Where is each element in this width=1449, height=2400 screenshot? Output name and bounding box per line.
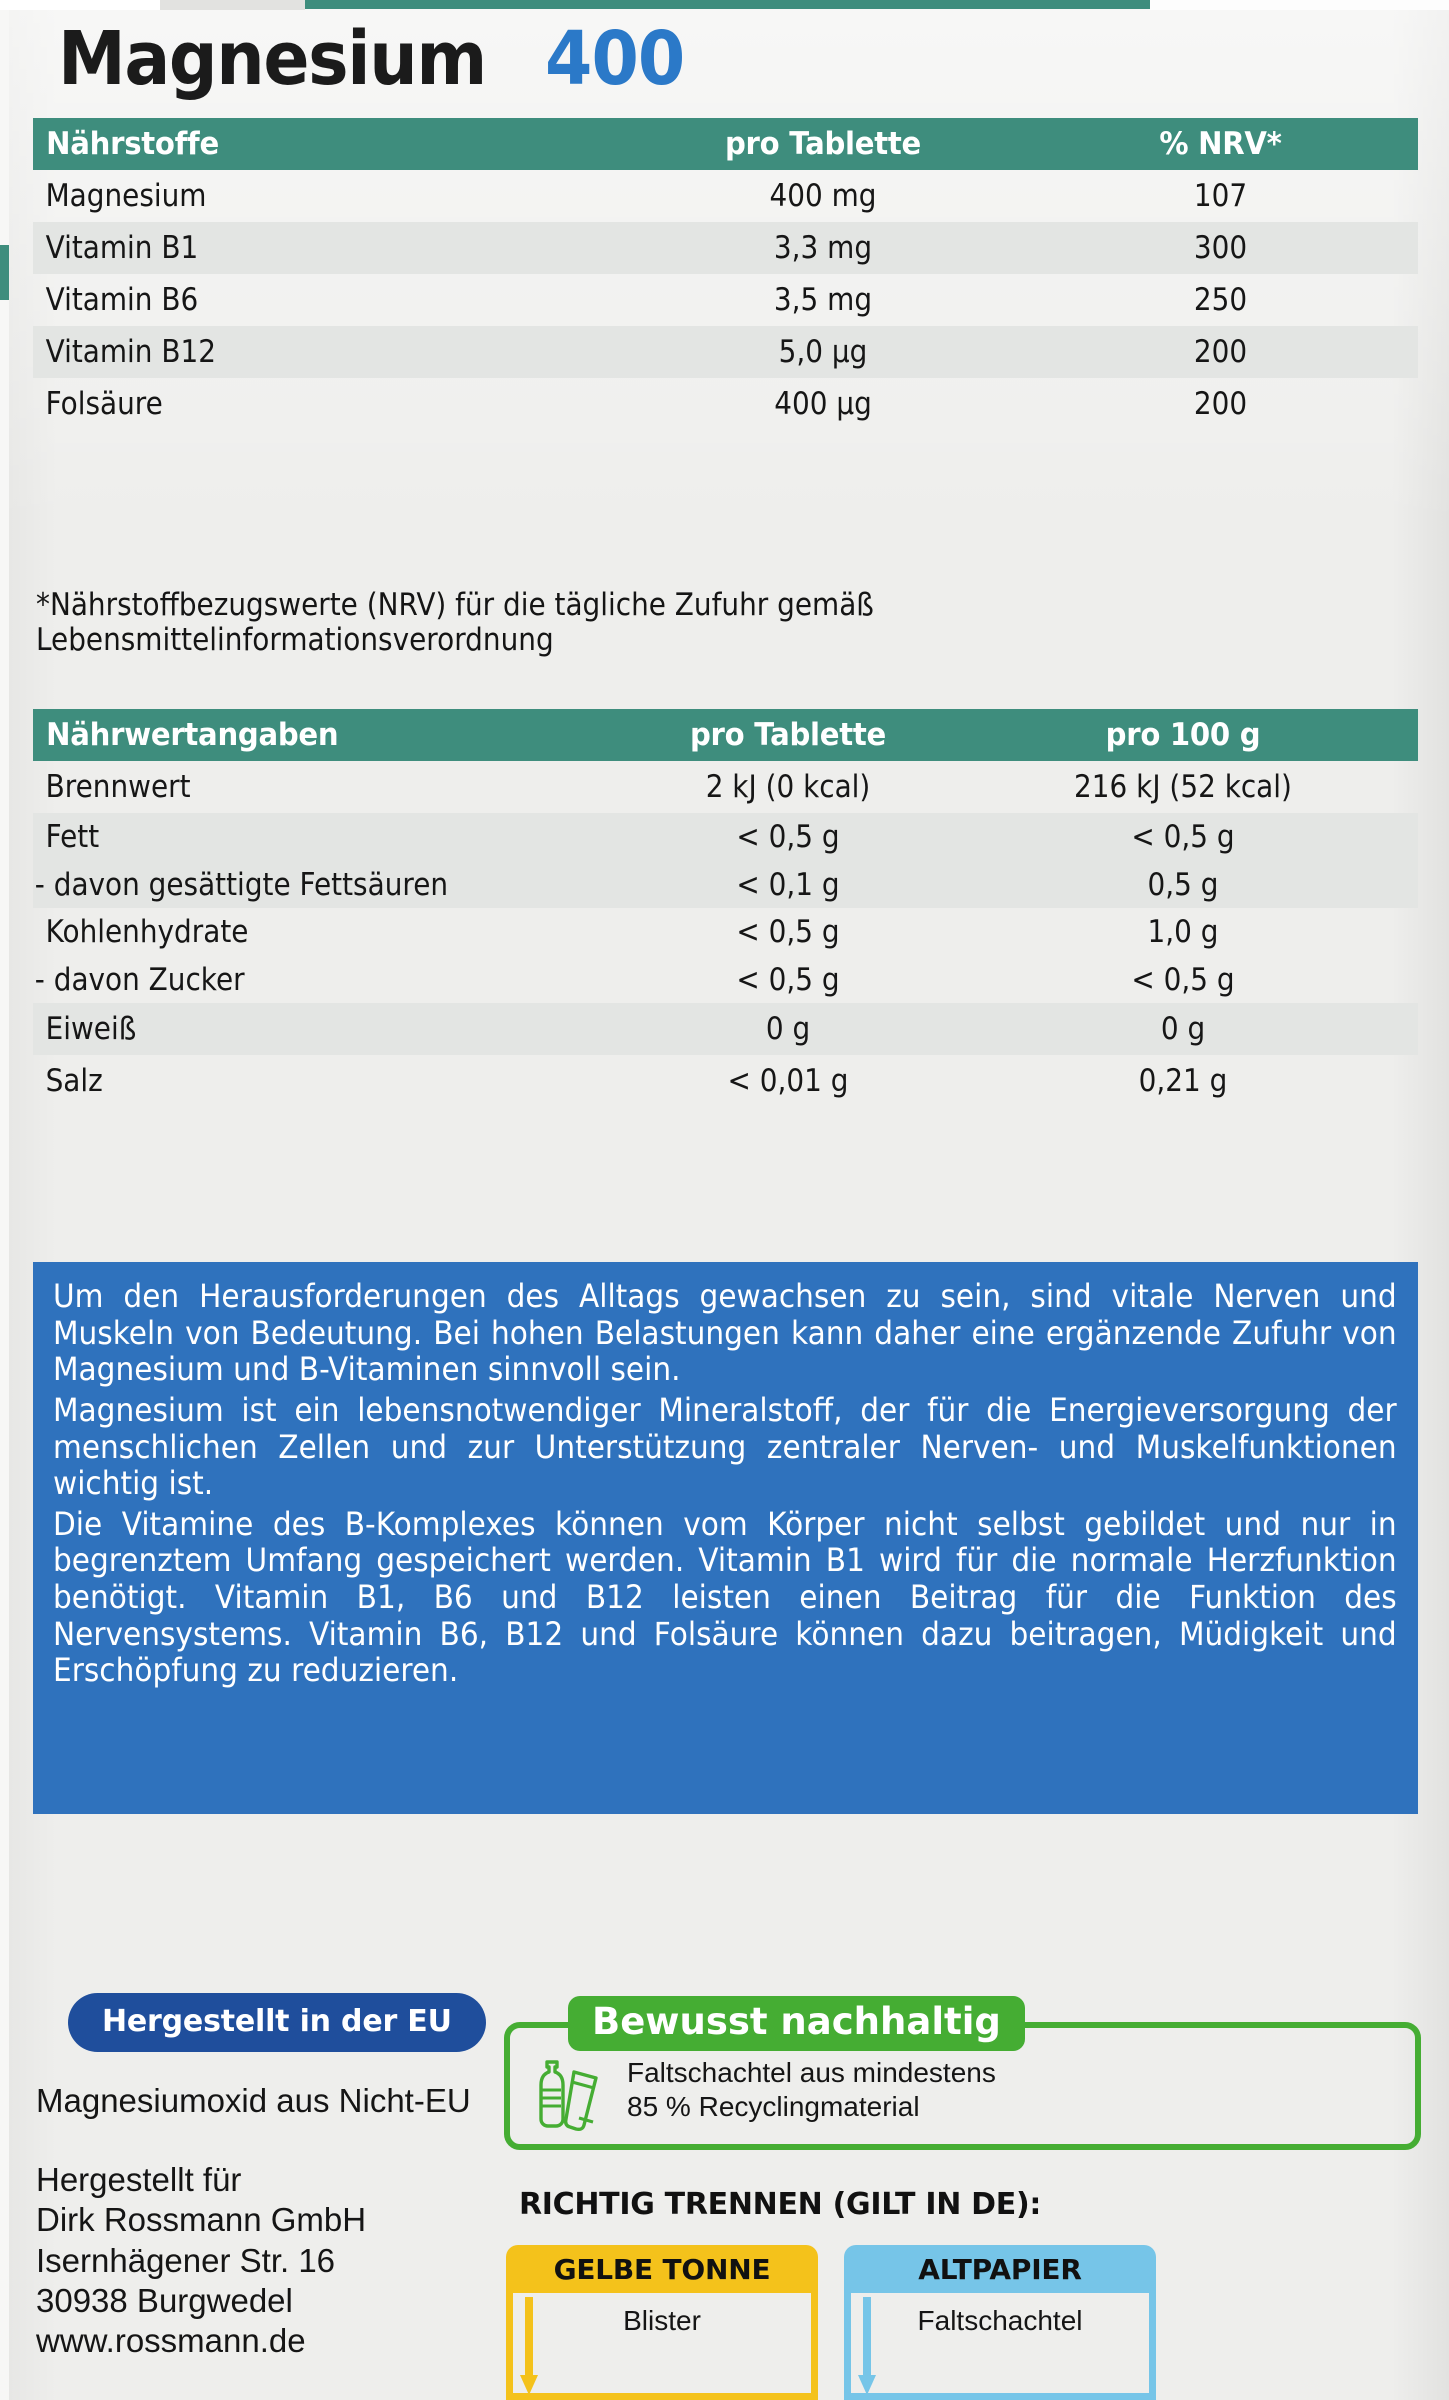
column-header-per-tablet: pro Tablette bbox=[724, 126, 922, 162]
arrow-down-icon bbox=[856, 2297, 878, 2397]
cell-nutrient: Vitamin B1 bbox=[45, 230, 199, 266]
cell-per-tablet: 0 g bbox=[765, 1011, 811, 1047]
cell-per-100g: 0,21 g bbox=[1138, 1063, 1228, 1099]
nrv-footnote: *Nährstoffbezugswerte (NRV) für die tägliche Zufuhr gemäß Lebensmittelinformationsverordnung bbox=[36, 587, 874, 658]
carton-green-tab bbox=[0, 245, 9, 300]
cell-nrv: 250 bbox=[1193, 282, 1248, 318]
cell-nutrition: Kohlenhydrate bbox=[45, 914, 249, 950]
waste-separation-title: RICHTIG TRENNEN (GILT IN DE): bbox=[519, 2187, 1042, 2222]
info-paragraph-1: Um den Herausforderungen des Alltags gewachsen zu sein, sind vitale Nerven und Muskeln von Bedeutung. Bei hohen Belastungen kann daher eine ergänzende Zufuhr von Magnesium und B-Vitaminen sinnvoll sein. bbox=[53, 1277, 1397, 1389]
product-name: Magnesium bbox=[58, 16, 486, 102]
cell-nutrition: - davon Zucker bbox=[34, 961, 245, 998]
table-row bbox=[33, 222, 1418, 274]
cell-per-100g: 0 g bbox=[1160, 1011, 1206, 1047]
cell-per-tablet: < 0,5 g bbox=[736, 914, 840, 950]
table-row bbox=[33, 378, 1418, 430]
raw-material-origin: Magnesiumoxid aus Nicht-EU bbox=[36, 2082, 471, 2119]
column-header-per-100g: pro 100 g bbox=[1105, 717, 1261, 753]
cell-per-100g: < 0,5 g bbox=[1131, 819, 1235, 855]
cell-per-tablet: 3,5 mg bbox=[773, 282, 873, 318]
carton-seam-green bbox=[305, 0, 1150, 9]
recycling-packaging-icon bbox=[527, 2052, 609, 2134]
column-header-nutrition: Nährwertangaben bbox=[46, 717, 339, 753]
cell-nrv: 300 bbox=[1193, 230, 1248, 266]
cell-per-tablet: 400 mg bbox=[769, 178, 877, 214]
table-row bbox=[33, 861, 1418, 908]
cell-nrv: 200 bbox=[1193, 386, 1248, 422]
cell-per-tablet: 3,3 mg bbox=[773, 230, 873, 266]
carton-seam-right bbox=[1150, 0, 1449, 10]
carton-seam-grey bbox=[160, 0, 305, 10]
column-header-per-tablet: pro Tablette bbox=[689, 717, 887, 753]
producer-website[interactable]: www.rossmann.de bbox=[36, 2322, 306, 2359]
cell-per-tablet: < 0,01 g bbox=[727, 1063, 849, 1099]
table-row bbox=[33, 956, 1418, 1003]
waste-bin-blue bbox=[844, 2245, 1156, 2400]
cell-nutrition: - davon gesättigte Fettsäuren bbox=[34, 866, 449, 903]
waste-bin-yellow-body bbox=[506, 2293, 818, 2400]
carton-edge-strip bbox=[0, 10, 9, 2400]
cell-nutrient: Vitamin B6 bbox=[45, 282, 199, 318]
producer-intro: Hergestellt für bbox=[36, 2161, 242, 2198]
cell-nutrition: Eiweiß bbox=[45, 1011, 137, 1047]
page-title bbox=[58, 16, 697, 102]
sustainability-text-line2: 85 % Recyclingmaterial bbox=[627, 2091, 920, 2123]
carton-seam-left bbox=[0, 0, 160, 10]
sustainability-text bbox=[627, 2056, 996, 2124]
cell-per-tablet: 5,0 µg bbox=[778, 334, 868, 370]
cell-per-tablet: < 0,5 g bbox=[736, 819, 840, 855]
product-dose: 400 bbox=[545, 16, 685, 102]
waste-bin-blue-body bbox=[844, 2293, 1156, 2400]
arrow-down-icon bbox=[518, 2297, 540, 2397]
table-row bbox=[33, 274, 1418, 326]
producer-address bbox=[36, 2160, 366, 2361]
cell-nrv: 200 bbox=[1193, 334, 1248, 370]
waste-bin-blue-bottom bbox=[844, 2393, 1156, 2400]
table-row bbox=[33, 908, 1418, 956]
table-header-row bbox=[33, 709, 1418, 761]
waste-bin-yellow-label: GELBE TONNE bbox=[506, 2245, 818, 2293]
column-header-nrv: % NRV* bbox=[1159, 126, 1282, 162]
producer-street: Isernhägener Str. 16 bbox=[36, 2241, 336, 2279]
made-in-eu-badge: Hergestellt in der EU bbox=[68, 1993, 486, 2052]
table-row bbox=[33, 170, 1418, 222]
cell-nutrition: Brennwert bbox=[45, 769, 191, 805]
cell-nutrition: Fett bbox=[45, 819, 100, 855]
cell-per-tablet: < 0,5 g bbox=[736, 961, 840, 998]
cell-nutrient: Folsäure bbox=[45, 386, 163, 422]
table-row bbox=[33, 1003, 1418, 1055]
cell-nutrient: Magnesium bbox=[45, 178, 207, 214]
waste-bin-yellow-item: Blister bbox=[623, 2305, 701, 2336]
waste-bin-yellow-bottom bbox=[506, 2393, 818, 2400]
nutrition-table bbox=[33, 709, 1418, 1107]
producer-name: Dirk Rossmann GmbH bbox=[36, 2201, 367, 2239]
cell-nutrient: Vitamin B12 bbox=[45, 334, 216, 370]
info-paragraph-2: Magnesium ist ein lebensnotwendiger Mineralstoff, der für die Energieversorgung der menschlichen Zellen und zur Unterstützung zentraler Nerven- und Muskelfunktionen wichtig ist. bbox=[53, 1390, 1397, 1503]
info-paragraph-3: Die Vitamine des B-Komplexes können vom Körper nicht selbst gebildet und nur in begrenztem Umfang gespeichert werden. Vitamin B1 wird für die normale Herzfunktion benötigt. Vitamin B1, B6 und B12 leisten einen Beitrag für die Funktion des Nervensystems. Vitamin B6, B12 und Folsäure können dazu beitragen, Müdigkeit und Erschöpfung zu reduzieren. bbox=[53, 1504, 1397, 1690]
cell-per-100g: 0,5 g bbox=[1147, 866, 1219, 903]
cell-nrv: 107 bbox=[1193, 178, 1248, 214]
cell-per-tablet: 2 kJ (0 kcal) bbox=[705, 769, 871, 805]
cell-per-tablet: < 0,1 g bbox=[736, 866, 840, 903]
cell-nutrition: Salz bbox=[45, 1063, 103, 1099]
waste-bin-yellow bbox=[506, 2245, 818, 2400]
info-panel bbox=[33, 1262, 1418, 1814]
cell-per-100g: 1,0 g bbox=[1147, 914, 1219, 950]
table-header-row bbox=[33, 118, 1418, 170]
table-row bbox=[33, 326, 1418, 378]
waste-bin-blue-item: Faltschachtel bbox=[917, 2305, 1083, 2336]
waste-bin-blue-label: ALTPAPIER bbox=[844, 2245, 1156, 2293]
cell-per-tablet: 400 µg bbox=[774, 386, 872, 422]
sustainability-title: Bewusst nachhaltig bbox=[568, 1996, 1025, 2051]
table-row bbox=[33, 761, 1418, 813]
producer-city: 30938 Burgwedel bbox=[36, 2281, 293, 2319]
column-header-nutrient: Nährstoffe bbox=[46, 126, 219, 162]
cell-per-100g: < 0,5 g bbox=[1131, 961, 1235, 998]
sustainability-text-line1: Faltschachtel aus mindestens bbox=[627, 2057, 996, 2088]
cell-per-100g: 216 kJ (52 kcal) bbox=[1074, 769, 1292, 805]
table-row bbox=[33, 1055, 1418, 1107]
nutrients-table bbox=[33, 118, 1418, 430]
table-row bbox=[33, 813, 1418, 861]
